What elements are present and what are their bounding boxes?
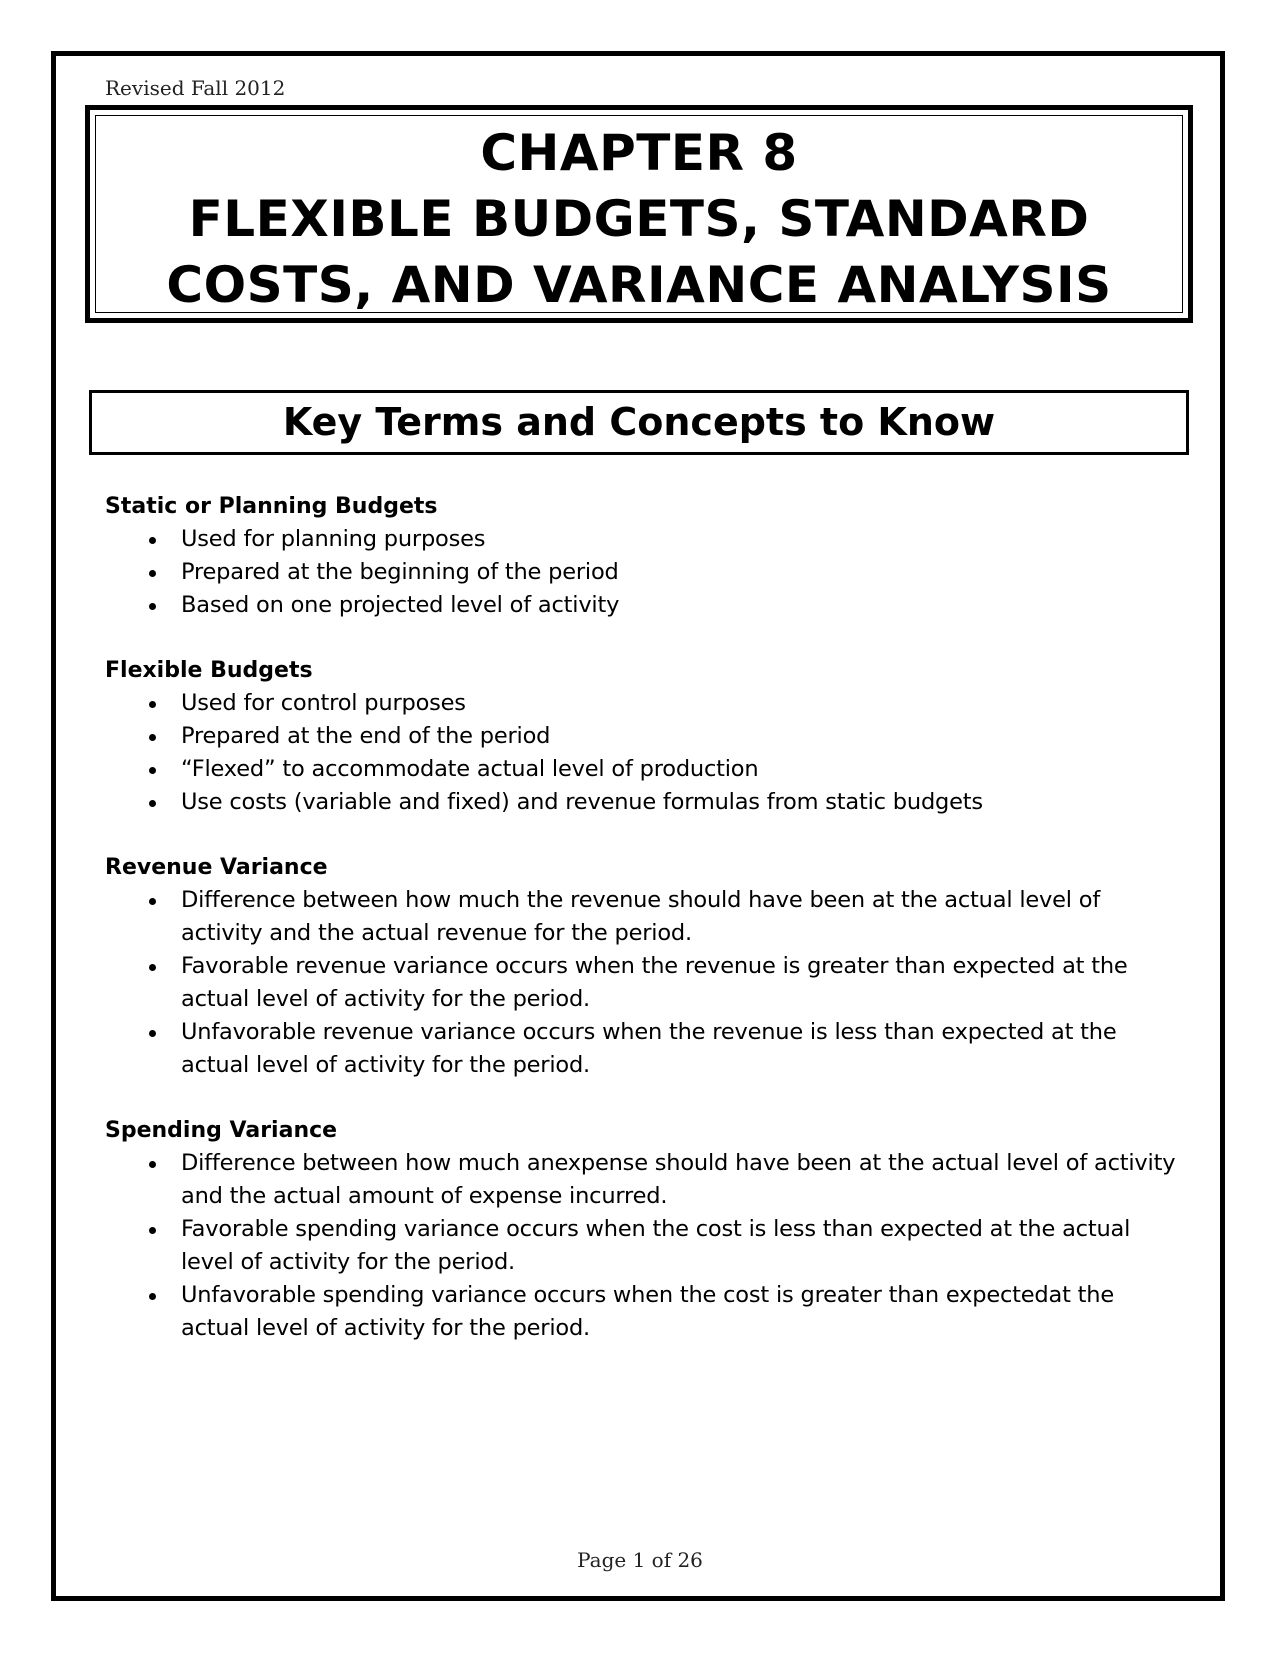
section-static-budgets bbox=[105, 490, 1185, 622]
section-revenue-variance bbox=[105, 851, 1185, 1082]
list-item bbox=[105, 687, 1185, 720]
list-item bbox=[105, 1147, 1185, 1213]
list-item bbox=[105, 720, 1185, 753]
bullet-icon bbox=[149, 570, 156, 577]
list-item bbox=[105, 950, 1185, 1016]
bullet-icon bbox=[149, 1293, 156, 1300]
list-item bbox=[105, 884, 1185, 950]
bullet-list bbox=[105, 1147, 1185, 1345]
list-item-text: Favorable revenue variance occurs when the revenue is greater than expected at the actual level of activity for the period. bbox=[181, 953, 1128, 1012]
bullet-icon bbox=[149, 800, 156, 807]
chapter-number: CHAPTER 8 bbox=[480, 124, 798, 182]
list-item-text: Based on one projected level of activity bbox=[181, 592, 620, 618]
list-item-text: “Flexed” to accommodate actual level of production bbox=[181, 756, 759, 782]
bullet-icon bbox=[149, 734, 156, 741]
key-terms-content bbox=[105, 490, 1185, 1377]
list-item-text: Unfavorable revenue variance occurs when the revenue is less than expected at the actual level of activity for the period. bbox=[181, 1019, 1117, 1078]
section-spending-variance bbox=[105, 1114, 1185, 1345]
list-item bbox=[105, 556, 1185, 589]
page-number: Page 1 of 26 bbox=[577, 1548, 703, 1572]
list-item-text: Favorable spending variance occurs when the cost is less than expected at the actual level of activity for the period. bbox=[181, 1216, 1131, 1275]
bullet-list bbox=[105, 687, 1185, 819]
list-item bbox=[105, 523, 1185, 556]
section-heading: Spending Variance bbox=[105, 1118, 338, 1143]
list-item-text: Prepared at the beginning of the period bbox=[181, 559, 619, 585]
chapter-title bbox=[90, 120, 1188, 318]
bullet-list bbox=[105, 884, 1185, 1082]
section-heading: Revenue Variance bbox=[105, 855, 328, 880]
chapter-title-line-2: FLEXIBLE BUDGETS, STANDARD bbox=[188, 190, 1090, 248]
list-item-text: Difference between how much the revenue should have been at the actual level of activity and the actual revenue for the period. bbox=[181, 887, 1101, 946]
bullet-icon bbox=[149, 1161, 156, 1168]
bullet-icon bbox=[149, 701, 156, 708]
key-terms-heading: Key Terms and Concepts to Know bbox=[89, 390, 1189, 455]
bullet-icon bbox=[149, 767, 156, 774]
section-flexible-budgets bbox=[105, 654, 1185, 819]
list-item bbox=[105, 753, 1185, 786]
bullet-icon bbox=[149, 537, 156, 544]
list-item-text: Used for planning purposes bbox=[181, 526, 486, 552]
chapter-title-box bbox=[85, 105, 1193, 323]
section-heading: Static or Planning Budgets bbox=[105, 494, 438, 519]
bullet-icon bbox=[149, 964, 156, 971]
list-item bbox=[105, 589, 1185, 622]
list-item-text: Unfavorable spending variance occurs when the cost is greater than expectedat the actual level of activity for the period. bbox=[181, 1282, 1114, 1341]
bullet-icon bbox=[149, 1227, 156, 1234]
chapter-title-line-3: COSTS, AND VARIANCE ANALYSIS bbox=[166, 256, 1112, 314]
list-item-text: Use costs (variable and fixed) and revenue formulas from static budgets bbox=[181, 789, 983, 815]
list-item bbox=[105, 786, 1185, 819]
list-item bbox=[105, 1279, 1185, 1345]
bullet-list bbox=[105, 523, 1185, 622]
list-item bbox=[105, 1016, 1185, 1082]
bullet-icon bbox=[149, 1030, 156, 1037]
list-item bbox=[105, 1213, 1185, 1279]
list-item-text: Prepared at the end of the period bbox=[181, 723, 551, 749]
bullet-icon bbox=[149, 898, 156, 905]
list-item-text: Difference between how much anexpense should have been at the actual level of activity and the actual amount of expense incurred. bbox=[181, 1150, 1176, 1209]
bullet-icon bbox=[149, 603, 156, 610]
section-heading: Flexible Budgets bbox=[105, 658, 313, 683]
list-item-text: Used for control purposes bbox=[181, 690, 466, 716]
revised-date: Revised Fall 2012 bbox=[105, 76, 286, 100]
